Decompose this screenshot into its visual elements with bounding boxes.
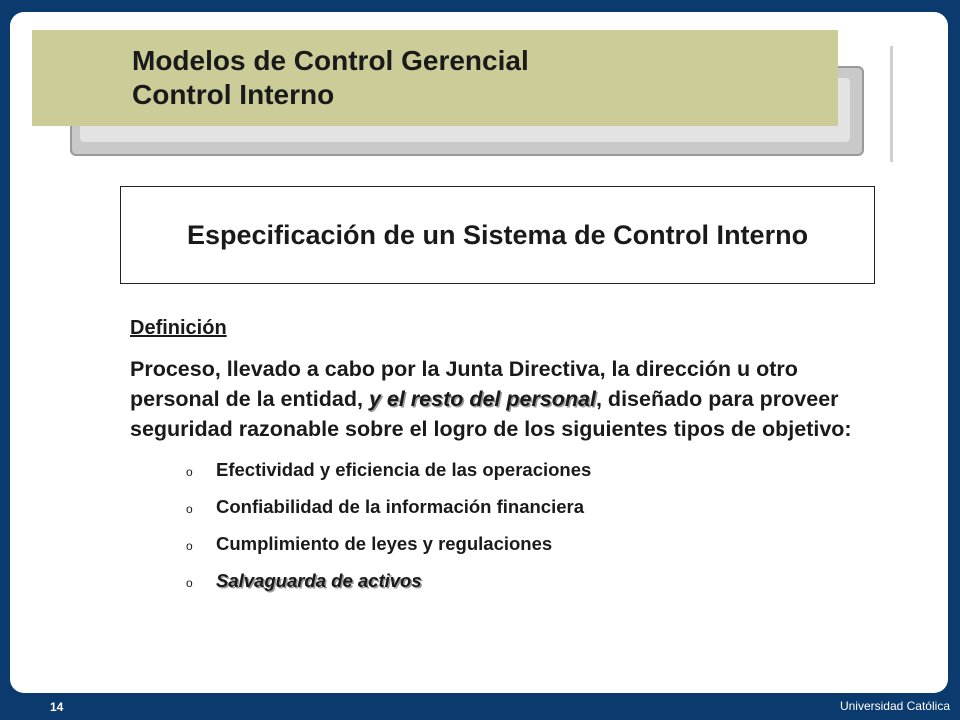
objective-text: Efectividad y eficiencia de las operaciones (216, 459, 592, 480)
objective-item (186, 569, 890, 593)
objective-text: Cumplimiento de leyes y regulaciones (216, 533, 553, 554)
slide-title-line1: Modelos de Control Gerencial (132, 45, 529, 76)
content-area (130, 314, 890, 606)
bullet-marker-icon: o (186, 576, 193, 590)
definition-text-part1: Proceso, llevado a cabo por la Junta Directiva, la dirección u otro personal de la entidad, (130, 357, 798, 411)
accent-line-decoration (890, 46, 893, 162)
title-box (32, 30, 838, 126)
organization-name: Universidad Católica (839, 699, 950, 713)
objective-item (186, 532, 890, 556)
objective-text: Salvaguarda de activos (216, 570, 422, 591)
subtitle-text: Especificación de un Sistema de Control Interno (186, 220, 809, 250)
definition-text-part2: , diseñado para proveer seguridad razonable sobre el logro de los siguientes tipos de objetivo: (130, 387, 852, 441)
objective-item (186, 458, 890, 482)
bullet-marker-icon: o (186, 539, 193, 553)
definition-heading: Definición (130, 317, 227, 339)
subtitle-box (120, 186, 875, 284)
objectives-list (130, 458, 890, 593)
definition-text-emphasis: y el resto del personal (368, 387, 596, 411)
objective-item (186, 495, 890, 519)
slide-title-line2: Control Interno (132, 79, 335, 110)
page-number: 14 (50, 700, 64, 714)
definition-text (130, 354, 890, 444)
objective-text: Confiabilidad de la información financiera (216, 496, 585, 517)
bullet-marker-icon: o (186, 465, 193, 479)
bullet-marker-icon: o (186, 502, 193, 516)
